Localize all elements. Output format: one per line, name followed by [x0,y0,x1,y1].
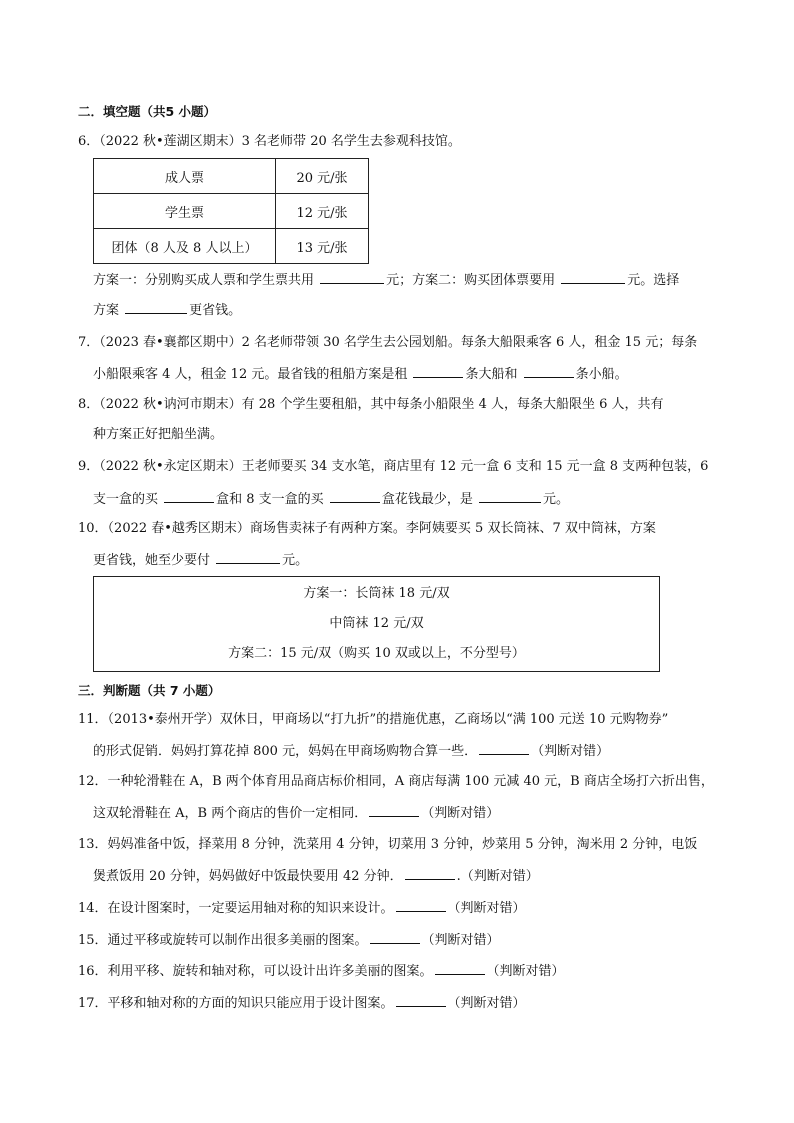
table-row [94,194,369,229]
q15-tail: （判断对错） [421,933,500,948]
answer-blank[interactable] [369,803,419,817]
answer-blank[interactable] [561,270,625,284]
q16-tail: （判断对错） [486,964,565,979]
table-cell: 学生票 [94,194,276,229]
q9-line-1: 9．（2022 秋•永定区期末）王老师要买 34 支水笔，商店里有 12 元一盒 6 支和 15 元一盒 8 支两种包装，6 [78,459,709,474]
answer-blank[interactable] [413,364,463,378]
q6-line-1 [93,270,679,290]
answer-blank[interactable] [479,741,529,755]
q15-line [78,930,500,950]
q7-text: 条小船。 [575,367,628,382]
answer-blank[interactable] [396,898,446,912]
sock-plans-box [93,576,660,672]
q12-text: （判断对错） [421,806,500,821]
answer-blank[interactable] [216,550,280,564]
q13-text: 煲煮饭用 20 分钟，妈妈做好中饭最快要用 42 分钟． [93,869,403,884]
q10-text: 元。 [282,553,309,568]
q7-text: 小船限乘客 4 人，租金 12 元。最省钱的租船方案是租 [93,367,412,382]
table-cell: 13 元/张 [276,229,369,264]
q9-text: 支一盒的买 [93,492,163,507]
q9-text: 盒和 8 支一盒的买 [216,492,328,507]
answer-blank[interactable] [435,961,485,975]
q7-text: 条大船和 [465,367,522,382]
answer-blank[interactable] [370,930,420,944]
ticket-price-table [93,158,369,264]
q13-line-1: 13．妈妈准备中饭，择菜用 8 分钟，洗菜用 4 分钟，切菜用 3 分钟，炒菜用 5 分钟，淘米用 2 分钟，电饭 [78,837,698,852]
q11-text: 的形式促销．妈妈打算花掉 800 元，妈妈在甲商场购物合算一些． [93,744,478,759]
q16-line [78,961,565,981]
q17-text: 17．平移和轴对称的方面的知识只能应用于设计图案。 [78,996,394,1011]
q11-line-1: 11．（2013•泰州开学）双休日，甲商场以“打九折”的措施优惠，乙商场以“满 100 元送 10 元购物券” [78,712,669,727]
q9-line-2 [93,489,569,509]
q9-text: 盒花钱最少，是 [381,492,477,507]
q10-text: 更省钱，她至少要付 [93,553,215,568]
q17-line [78,993,526,1013]
answer-blank[interactable] [396,993,446,1007]
q11-line-2 [93,741,609,761]
answer-blank[interactable] [125,300,187,314]
answer-blank[interactable] [479,489,541,503]
q14-text: 14．在设计图案时，一定要运用轴对称的知识来设计。 [78,901,394,916]
q13-text: .（判断对错） [456,869,539,884]
q10-line-1: 10．（2022 春•越秀区期末）商场售卖袜子有两种方案。李阿姨要买 5 双长筒袜、7 双中筒袜，方案 [78,521,656,536]
q12-line-2 [93,803,499,823]
plan-line: 方案一：长筒袜 18 元/双 [303,586,450,601]
answer-blank[interactable] [330,489,380,503]
q9-text: 元。 [542,492,569,507]
table-cell: 12 元/张 [276,194,369,229]
q8-line-2: 种方案正好把船坐满。 [93,427,224,442]
q6-stem: 6．（2022 秋•莲湖区期末）3 名老师带 20 名学生去参观科技馆。 [78,134,461,149]
answer-blank[interactable] [320,270,384,284]
table-row [94,229,369,264]
q16-text: 16．利用平移、旋转和轴对称，可以设计出许多美丽的图案。 [78,964,433,979]
section-2-title: 二．填空题（共5 小题） [78,104,217,119]
answer-blank[interactable] [524,364,574,378]
section-3-title: 三．判断题（共 7 小题） [78,683,221,698]
q8-line-1: 8．（2022 秋•讷河市期末）有 28 个学生要租船，其中每条小船限坐 4 人，每条大船限坐 6 人，共有 [78,397,664,412]
table-row [94,159,369,194]
q10-line-2 [93,550,308,570]
q12-line-1: 12．一种轮滑鞋在 A，B 两个体育用品商店标价相同，A 商店每满 100 元减 40 元，B 商店全场打六折出售， [78,774,714,789]
q17-tail: （判断对错） [447,996,526,1011]
table-cell: 团体（8 人及 8 人以上） [94,229,276,264]
q15-text: 15．通过平移或旋转可以制作出很多美丽的图案。 [78,933,368,948]
q13-line-2 [93,866,539,886]
q6-text: 更省钱。 [189,303,242,318]
table-cell: 20 元/张 [276,159,369,194]
answer-blank[interactable] [405,866,455,880]
q7-line-1: 7．（2023 春•襄都区期中）2 名老师带领 30 名学生去公园划船。每条大船限乘客 6 人，租金 15 元；每条 [78,335,698,350]
q14-tail: （判断对错） [447,901,526,916]
q6-text: 方案一：分别购买成人票和学生票共用 [93,273,319,288]
q14-line [78,898,526,918]
q7-line-2 [93,364,628,384]
q6-text: 方案 [93,303,124,318]
q6-line-2 [93,300,241,320]
q6-text: 元；方案二：购买团体票要用 [386,273,560,288]
plan-line: 中筒袜 12 元/双 [329,616,424,631]
plan-line: 方案二：15 元/双（购买 10 双或以上，不分型号） [228,646,525,661]
table-cell: 成人票 [94,159,276,194]
q6-text: 元。选择 [627,273,680,288]
q11-text: （判断对错） [531,744,610,759]
answer-blank[interactable] [164,489,214,503]
q12-text: 这双轮滑鞋在 A，B 两个商店的售价一定相同． [93,806,368,821]
